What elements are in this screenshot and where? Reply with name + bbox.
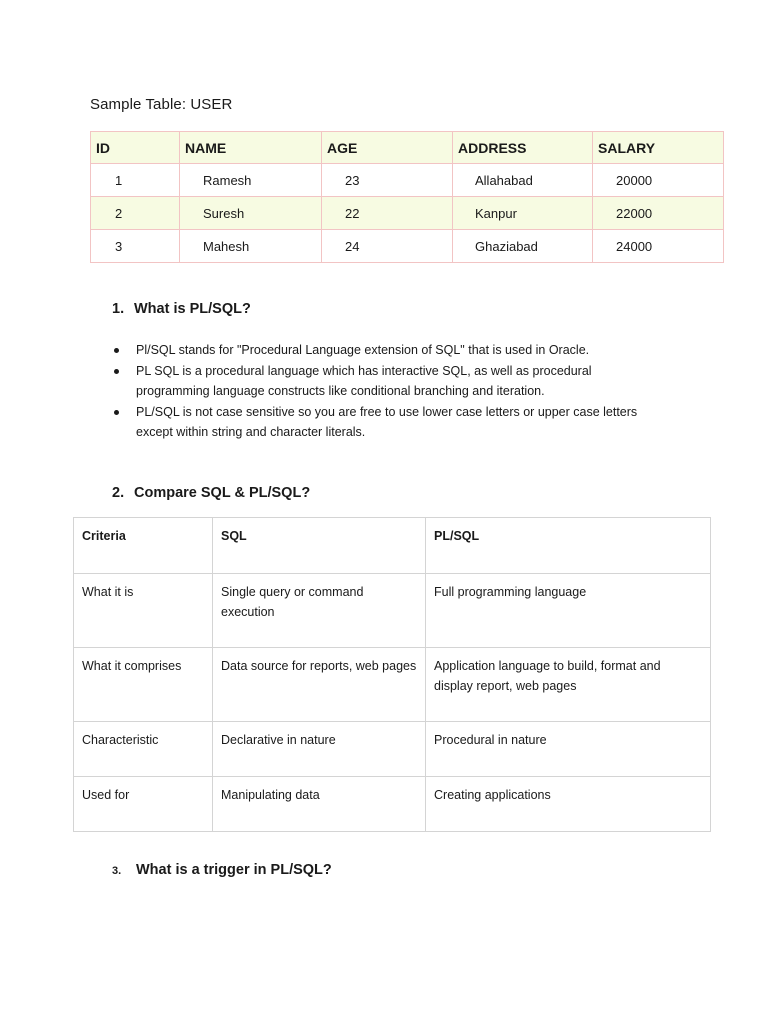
column-header-salary: SALARY bbox=[593, 132, 724, 164]
cell-sql: Data source for reports, web pages bbox=[213, 648, 426, 722]
table-row bbox=[91, 230, 724, 263]
question-1-title: What is PL/SQL? bbox=[134, 301, 251, 317]
list-item bbox=[112, 402, 652, 443]
cell-sql: Manipulating data bbox=[213, 777, 426, 832]
question-1-number: 1. bbox=[112, 301, 125, 317]
cell-id: 2 bbox=[91, 197, 180, 230]
cell-salary: 24000 bbox=[593, 230, 724, 263]
cell-age: 23 bbox=[322, 164, 453, 197]
bullet-text: PL/SQL is not case sensitive so you are free to use lower case letters or upper case letters except within string and character literals. bbox=[136, 404, 638, 439]
cell-plsql: Application language to build, format and display report, web pages bbox=[426, 648, 711, 722]
bullet-icon bbox=[114, 348, 119, 353]
bullet-text: Pl/SQL stands for "Procedural Language extension of SQL" that is used in Oracle. bbox=[136, 343, 590, 357]
table-row bbox=[91, 197, 724, 230]
column-header-sql: SQL bbox=[213, 518, 426, 574]
question-3-number: 3. bbox=[112, 865, 122, 877]
table-row bbox=[74, 722, 711, 777]
cell-criteria: What it comprises bbox=[74, 648, 213, 722]
question-3-title: What is a trigger in PL/SQL? bbox=[136, 862, 332, 878]
cell-name: Suresh bbox=[180, 197, 322, 230]
compare-header-row bbox=[74, 518, 711, 574]
column-header-age: AGE bbox=[322, 132, 453, 164]
column-header-plsql: PL/SQL bbox=[426, 518, 711, 574]
cell-criteria: Characteristic bbox=[74, 722, 213, 777]
cell-id: 1 bbox=[91, 164, 180, 197]
column-header-name: NAME bbox=[180, 132, 322, 164]
question-2-heading bbox=[112, 485, 310, 501]
cell-age: 24 bbox=[322, 230, 453, 263]
cell-name: Mahesh bbox=[180, 230, 322, 263]
compare-table bbox=[73, 517, 711, 832]
cell-name: Ramesh bbox=[180, 164, 322, 197]
column-header-id: ID bbox=[91, 132, 180, 164]
bullet-text: PL SQL is a procedural language which has interactive SQL, as well as procedural programming language constructs like conditional branching and iteration. bbox=[136, 363, 592, 398]
cell-salary: 20000 bbox=[593, 164, 724, 197]
cell-age: 22 bbox=[322, 197, 453, 230]
question-1-bullet-list bbox=[112, 340, 652, 443]
cell-sql: Declarative in nature bbox=[213, 722, 426, 777]
table-row bbox=[74, 574, 711, 648]
bullet-icon bbox=[114, 410, 119, 415]
question-2-title: Compare SQL & PL/SQL? bbox=[134, 485, 311, 501]
list-item bbox=[112, 361, 652, 402]
cell-plsql: Full programming language bbox=[426, 574, 711, 648]
cell-salary: 22000 bbox=[593, 197, 724, 230]
question-2-number: 2. bbox=[112, 485, 125, 501]
cell-sql: Single query or command execution bbox=[213, 574, 426, 648]
sample-table-title: Sample Table: USER bbox=[90, 96, 233, 113]
cell-address: Ghaziabad bbox=[453, 230, 593, 263]
cell-criteria: What it is bbox=[74, 574, 213, 648]
cell-criteria: Used for bbox=[74, 777, 213, 832]
cell-id: 3 bbox=[91, 230, 180, 263]
user-table-header-row bbox=[91, 132, 724, 164]
question-1-heading bbox=[112, 301, 251, 317]
cell-plsql: Creating applications bbox=[426, 777, 711, 832]
table-row bbox=[91, 164, 724, 197]
cell-address: Kanpur bbox=[453, 197, 593, 230]
column-header-criteria: Criteria bbox=[74, 518, 213, 574]
cell-plsql: Procedural in nature bbox=[426, 722, 711, 777]
table-row bbox=[74, 777, 711, 832]
column-header-address: ADDRESS bbox=[453, 132, 593, 164]
user-table bbox=[90, 131, 724, 263]
table-row bbox=[74, 648, 711, 722]
bullet-icon bbox=[114, 369, 119, 374]
cell-address: Allahabad bbox=[453, 164, 593, 197]
question-3-heading bbox=[112, 862, 332, 878]
list-item bbox=[112, 340, 652, 361]
